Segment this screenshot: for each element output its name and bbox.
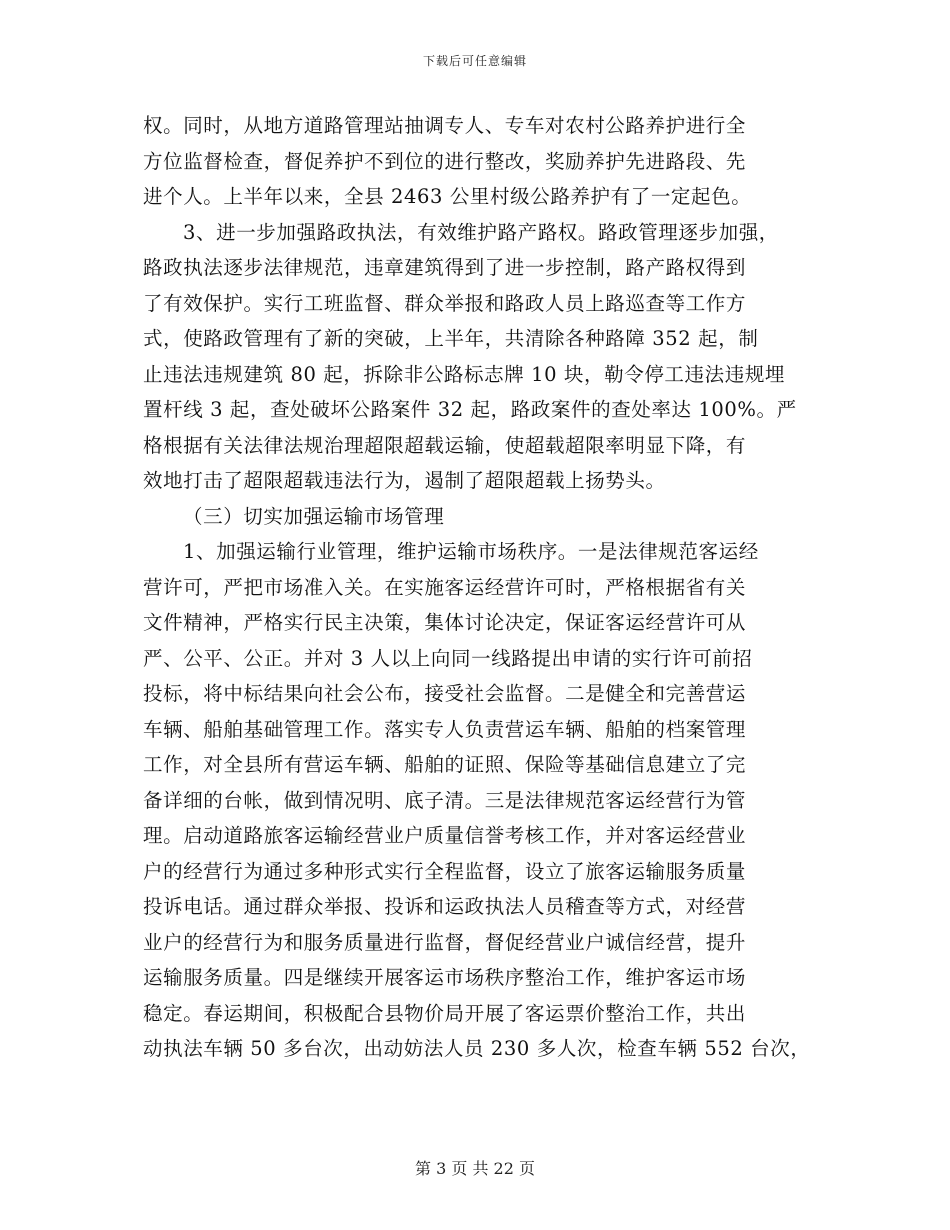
body-line: 备详细的台帐，做到情况明、底子清。三是法律规范客运经营行为管	[143, 788, 747, 812]
body-line: 止违法违规建筑 80 起，拆除非公路标志牌 10 块，勒令停工违法违规埋	[143, 362, 786, 386]
body-line: 业户的经营行为和服务质量进行监督，督促经营业户诚信经营，提升	[143, 930, 747, 954]
body-line: 置杆线 3 起，查处破坏公路案件 32 起，路政案件的查处率达 100%。严	[143, 398, 797, 421]
page-number-footer: 第 3 页 共 22 页	[415, 1159, 535, 1178]
body-line: 稳定。春运期间，积极配合县物价局开展了客运票价整治工作，共出	[143, 1001, 747, 1025]
body-line: 工作，对全县所有营运车辆、船舶的证照、保险等基础信息建立了完	[143, 753, 747, 776]
paragraph-start-line: 1、加强运输行业管理，维护运输市场秩序。一是法律规范客运经	[183, 540, 759, 563]
paragraph-start-line: 3、进一步加强路政执法，有效维护路产路权。路政管理逐步加强，	[183, 220, 779, 244]
body-line: 车辆、船舶基础管理工作。落实专人负责营运车辆、船舶的档案管理	[143, 717, 747, 741]
body-line: 投诉电话。通过群众举报、投诉和运政执法人员稽查等方式，对经营	[143, 895, 747, 918]
body-line: 严、公平、公正。并对 3 人以上向同一线路提出申请的实行许可前招	[143, 646, 753, 670]
body-line: 路政执法逐步法律规范，违章建筑得到了进一步控制，路产路权得到	[143, 256, 747, 279]
body-line: 方位监督检查，督促养护不到位的进行整改，奖励养护先进路段、先	[143, 149, 747, 173]
body-line: 格根据有关法律法规治理超限超载运输，使超载超限率明显下降，有	[143, 433, 747, 457]
document-body	[143, 108, 823, 1067]
body-line: 投标，将中标结果向社会公布，接受社会监督。二是健全和完善营运	[143, 682, 747, 705]
body-line: 权。同时，从地方道路管理站抽调专人、专车对农村公路养护进行全	[143, 114, 747, 137]
body-line: 动执法车辆 50 多台次，出动妨法人员 230 多人次，检查车辆 552 台次，	[143, 1037, 811, 1060]
body-line: 进个人。上半年以来，全县 2463 公里村级公路养护有了一定起色。	[143, 185, 752, 208]
body-line: 运输服务质量。四是继续开展客运市场秩序整治工作，维护客运市场	[143, 966, 747, 989]
body-line: 了有效保护。实行工班监督、群众举报和路政人员上路巡查等工作方	[143, 291, 747, 315]
body-line: 营许可，严把市场准入关。在实施客运经营许可时，严格根据省有关	[143, 575, 747, 599]
section-heading: （三）切实加强运输市场管理	[183, 504, 445, 528]
body-line: 效地打击了超限超载违法行为，遏制了超限超载上扬势头。	[143, 469, 666, 492]
body-line: 文件精神，严格实行民主决策，集体讨论决定，保证客运经营许可从	[143, 611, 747, 634]
body-line: 户的经营行为通过多种形式实行全程监督，设立了旅客运输服务质量	[143, 859, 747, 883]
body-line: 理。启动道路旅客运输经营业户质量信誉考核工作，并对客运经营业	[143, 824, 747, 847]
page-header-note: 下载后可任意编辑	[422, 54, 527, 68]
body-line: 式，使路政管理有了新的突破，上半年，共清除各种路障 352 起，制	[143, 327, 759, 350]
